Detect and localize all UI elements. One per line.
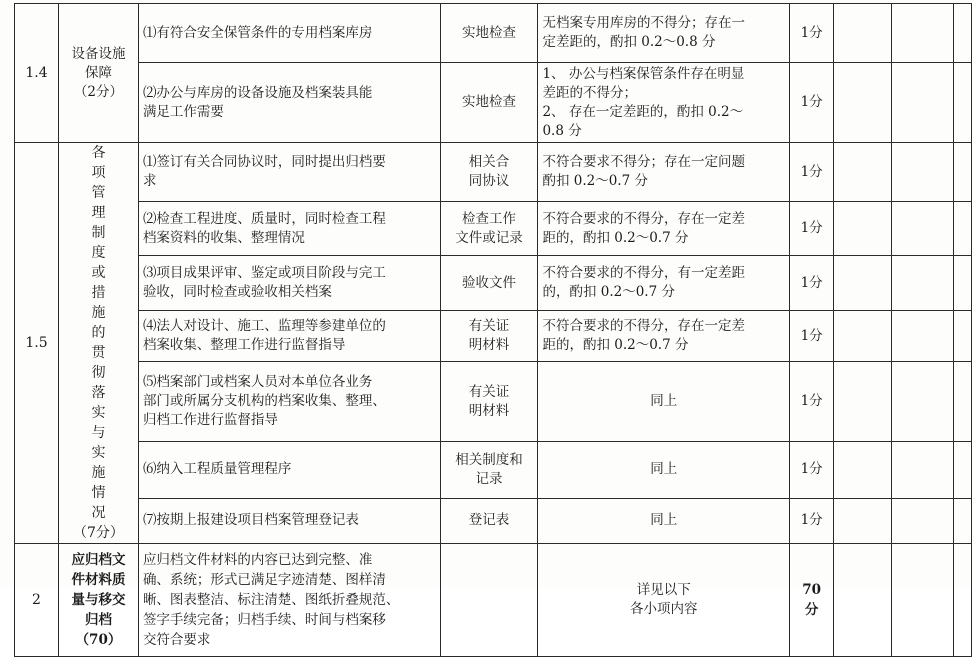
multiline-text	[143, 511, 436, 530]
multiline-text	[542, 153, 785, 191]
text-line: 度	[91, 245, 106, 261]
text-line: 量与移交	[71, 592, 126, 608]
text-line: 保障	[84, 64, 112, 81]
multiline-text	[143, 24, 436, 43]
check-method-cell	[440, 63, 538, 143]
text-line: 不符合要求的不得分，存在一定差	[542, 210, 745, 227]
multiline-text	[542, 581, 785, 619]
section-title-1-4	[58, 4, 138, 143]
evaluation-table-wrap	[14, 3, 972, 657]
text-line: ⑴有符合安全保管条件的专用档案库房	[142, 24, 373, 41]
text-line: 满足工作需要	[142, 103, 224, 120]
text-line: 验收，同时检查或验收相关档案	[142, 284, 332, 301]
table-row	[15, 63, 972, 143]
text-line: 归档	[84, 612, 112, 628]
scoring-standard-cell	[538, 544, 790, 657]
score-cell: 1分	[790, 310, 834, 362]
multiline-text	[143, 373, 436, 430]
multiline-text	[793, 580, 830, 620]
scoring-standard-cell	[538, 441, 790, 498]
text-line: 情	[91, 485, 106, 501]
table-row	[15, 441, 972, 498]
text-line: 记录	[475, 470, 503, 487]
check-method-cell	[440, 544, 538, 657]
text-line: 管	[91, 185, 106, 201]
blank-cell	[953, 202, 971, 256]
text-line: 距的，酌扣 0.2～0.7 分	[542, 229, 689, 246]
multiline-text	[445, 93, 534, 112]
score-cell: 1分	[790, 143, 834, 202]
blank-cell	[834, 441, 892, 498]
multiline-text	[143, 460, 436, 479]
text-line: 档案收集、整理工作进行监督指导	[142, 337, 346, 354]
text-line: 实地检查	[462, 24, 516, 41]
text-line: 彻	[91, 365, 106, 381]
text-line: ⑹纳入工程质量管理程序	[142, 461, 292, 478]
blank-cell	[892, 544, 954, 657]
text-line: ⑶项目成果评审、鉴定或项目阶段与完工	[142, 265, 386, 282]
text-line: 应归档文件材料的内容已达到完整、准	[142, 552, 373, 568]
scoring-standard-cell	[538, 498, 790, 543]
table-row	[15, 143, 972, 202]
text-line: 文件或记录	[455, 229, 523, 246]
blank-cell	[953, 498, 971, 543]
text-line: 同上	[650, 393, 678, 410]
multiline-text	[143, 264, 436, 302]
blank-cell	[892, 63, 954, 143]
text-line: 部门或所属分支机构的档案收集、整理、	[142, 393, 386, 410]
blank-cell	[892, 4, 954, 63]
multiline-text	[65, 45, 132, 102]
check-method-cell	[440, 4, 538, 63]
text-line: 不符合要求的不得分，存在一定差	[542, 318, 745, 335]
multiline-text	[445, 511, 534, 530]
text-line: ⑵检查工程进度、质量时，同时检查工程	[142, 210, 386, 227]
table-row	[15, 202, 972, 256]
blank-cell	[834, 143, 892, 202]
text-line: 2、 存在一定差距的，酌扣 0.2～	[542, 103, 744, 120]
text-line: 无档案专用库房的不得分；存在一	[542, 15, 745, 31]
text-line: 况	[91, 505, 106, 521]
check-method-cell	[440, 441, 538, 498]
text-line: 设备设施	[71, 45, 126, 62]
text-line: 应归档文	[71, 552, 126, 568]
section-title-1-5	[58, 143, 138, 544]
multiline-text	[143, 210, 436, 248]
text-line: 求	[142, 173, 157, 190]
text-line: 同上	[650, 512, 678, 529]
score-cell: 1分	[790, 362, 834, 441]
text-line: 同上	[650, 461, 678, 478]
text-line: 签字手续完备；归档手续、时间与档案移	[142, 612, 386, 628]
section-index-1-4: 1.4	[15, 4, 59, 143]
score-cell: 1分	[790, 63, 834, 143]
blank-cell	[834, 256, 892, 310]
text-line: 1、 办公与档案保管条件存在明显	[542, 65, 745, 82]
multiline-text	[542, 65, 785, 141]
text-line: 理	[91, 205, 106, 221]
multiline-text	[445, 24, 534, 43]
multiline-text	[542, 14, 785, 52]
blank-cell	[834, 544, 892, 657]
text-line: 明材料	[468, 402, 510, 419]
table-row	[15, 4, 972, 63]
text-line: 确、系统；形式已满足字迹清楚、图样清	[142, 572, 386, 588]
table-row	[15, 498, 972, 543]
blank-cell	[953, 4, 971, 63]
blank-cell	[953, 441, 971, 498]
text-line: 验收文件	[462, 274, 516, 291]
score-cell: 1分	[790, 202, 834, 256]
text-line: 件材料质	[71, 572, 126, 588]
check-method-cell	[440, 498, 538, 543]
blank-cell	[953, 143, 971, 202]
text-line: 相关合	[468, 154, 510, 171]
text-line: 交符合要求	[142, 632, 211, 648]
text-line: ⑴签订有关合同协议时，同时提出归档要	[142, 154, 386, 171]
text-line: ⑷法人对设计、施工、监理等参建单位的	[142, 318, 386, 335]
text-line: ⑺按期上报建设项目档案管理登记表	[142, 512, 359, 529]
text-line: 各小项内容	[630, 601, 698, 617]
multiline-text	[143, 84, 436, 122]
text-line: ⑸档案部门或档案人员对本单位各业务	[142, 374, 373, 391]
blank-cell	[834, 202, 892, 256]
text-line: 明材料	[468, 337, 510, 354]
blank-cell	[834, 362, 892, 441]
text-line: 距的，酌扣 0.2～0.7 分	[542, 337, 689, 354]
text-line: 实	[91, 445, 106, 461]
check-method-cell	[440, 362, 538, 441]
check-method-cell	[440, 143, 538, 202]
score-cell: 1分	[790, 498, 834, 543]
blank-cell	[892, 362, 954, 441]
multiline-text	[445, 210, 534, 248]
table-row	[15, 544, 972, 657]
text-line: 不符合要求不得分；存在一定问题	[542, 154, 745, 171]
requirement-cell	[138, 544, 440, 657]
text-line: 实地检查	[462, 94, 516, 110]
requirement-cell	[138, 256, 440, 310]
scoring-standard-cell	[538, 63, 790, 143]
multiline-text	[542, 392, 785, 411]
text-line: 的	[91, 325, 106, 341]
text-line: 贯	[91, 345, 106, 361]
section-title-2	[58, 544, 138, 657]
section-index-1-5: 1.5	[15, 143, 59, 544]
blank-cell	[953, 63, 971, 143]
requirement-cell	[138, 202, 440, 256]
requirement-cell	[138, 310, 440, 362]
text-line: 不符合要求的不得分，有一定差距	[542, 265, 745, 282]
requirement-cell	[138, 362, 440, 441]
score-cell: 1分	[790, 4, 834, 63]
blank-cell	[953, 544, 971, 657]
multiline-text	[445, 451, 534, 489]
blank-cell	[892, 143, 954, 202]
text-line: 分	[804, 602, 819, 618]
requirement-cell	[138, 143, 440, 202]
table-row	[15, 310, 972, 362]
text-line: 与	[91, 425, 106, 441]
check-method-cell	[440, 310, 538, 362]
blank-cell	[834, 4, 892, 63]
text-line: 有关证	[468, 383, 510, 400]
multiline-text	[65, 550, 132, 650]
scoring-standard-cell	[538, 362, 790, 441]
blank-cell	[834, 310, 892, 362]
text-line: 详见以下	[636, 582, 691, 598]
text-line: ⑵办公与库房的设备设施及档案装具能	[142, 84, 373, 101]
section-index-2: 2	[15, 544, 59, 657]
text-line: （70）	[75, 632, 122, 648]
multiline-text	[445, 317, 534, 355]
blank-cell	[953, 362, 971, 441]
multiline-text	[542, 264, 785, 302]
multiline-text	[542, 511, 785, 530]
text-line: 有关证	[468, 318, 510, 335]
multiline-text	[542, 210, 785, 248]
text-line: 措	[91, 285, 106, 301]
text-line: 归档工作进行监督指导	[142, 412, 278, 429]
text-line: 定差距的，酌扣 0.2～0.8 分	[542, 34, 716, 50]
multiline-text	[445, 153, 534, 191]
blank-cell	[953, 256, 971, 310]
check-method-cell	[440, 256, 538, 310]
table-row	[15, 362, 972, 441]
text-line: 晰、图表整洁、标注清楚、图纸折叠规范、	[142, 592, 400, 608]
text-line: 70	[802, 582, 822, 598]
blank-cell	[892, 310, 954, 362]
check-method-cell	[440, 202, 538, 256]
table-row	[15, 256, 972, 310]
score-cell: 1分	[790, 256, 834, 310]
requirement-cell	[138, 441, 440, 498]
blank-cell	[892, 256, 954, 310]
text-line: 登记表	[468, 512, 510, 529]
text-line: 实	[91, 405, 106, 421]
text-line: 施	[91, 305, 106, 321]
scoring-standard-cell	[538, 256, 790, 310]
requirement-cell	[138, 498, 440, 543]
text-line: 检查工作	[462, 210, 516, 227]
blank-cell	[834, 63, 892, 143]
blank-cell	[953, 310, 971, 362]
evaluation-table	[14, 3, 972, 657]
text-line: （7分）	[72, 525, 124, 541]
multiline-text	[445, 274, 534, 293]
text-line: 各	[91, 145, 106, 161]
text-line: 差距的不得分；	[542, 84, 637, 101]
text-line: 施	[91, 465, 106, 481]
text-line: 档案资料的收集、整理情况	[142, 229, 305, 246]
scoring-standard-cell	[538, 310, 790, 362]
text-line: 项	[91, 165, 106, 181]
text-line: 落	[91, 385, 106, 401]
score-cell: 1分	[790, 441, 834, 498]
blank-cell	[892, 441, 954, 498]
blank-cell	[892, 498, 954, 543]
multiline-text	[143, 153, 436, 191]
text-line: 的，酌扣 0.2～0.7 分	[542, 284, 675, 301]
blank-cell	[892, 202, 954, 256]
scoring-standard-cell	[538, 4, 790, 63]
scoring-standard-cell	[538, 202, 790, 256]
text-line: 0.8 分	[542, 122, 582, 139]
multiline-text	[143, 317, 436, 355]
text-line: 或	[91, 265, 106, 281]
text-line: （2分）	[73, 83, 123, 100]
scoring-standard-cell	[538, 143, 790, 202]
multiline-text	[542, 317, 785, 355]
multiline-text	[59, 143, 138, 543]
text-line: 酌扣 0.2～0.7 分	[542, 173, 648, 190]
multiline-text	[445, 383, 534, 421]
multiline-text	[143, 550, 436, 650]
multiline-text	[542, 460, 785, 479]
score-cell	[790, 544, 834, 657]
blank-cell	[834, 498, 892, 543]
requirement-cell	[138, 63, 440, 143]
text-line: 制	[91, 225, 106, 241]
text-line: 相关制度和	[455, 451, 523, 468]
text-line: 同协议	[468, 173, 510, 190]
requirement-cell	[138, 4, 440, 63]
